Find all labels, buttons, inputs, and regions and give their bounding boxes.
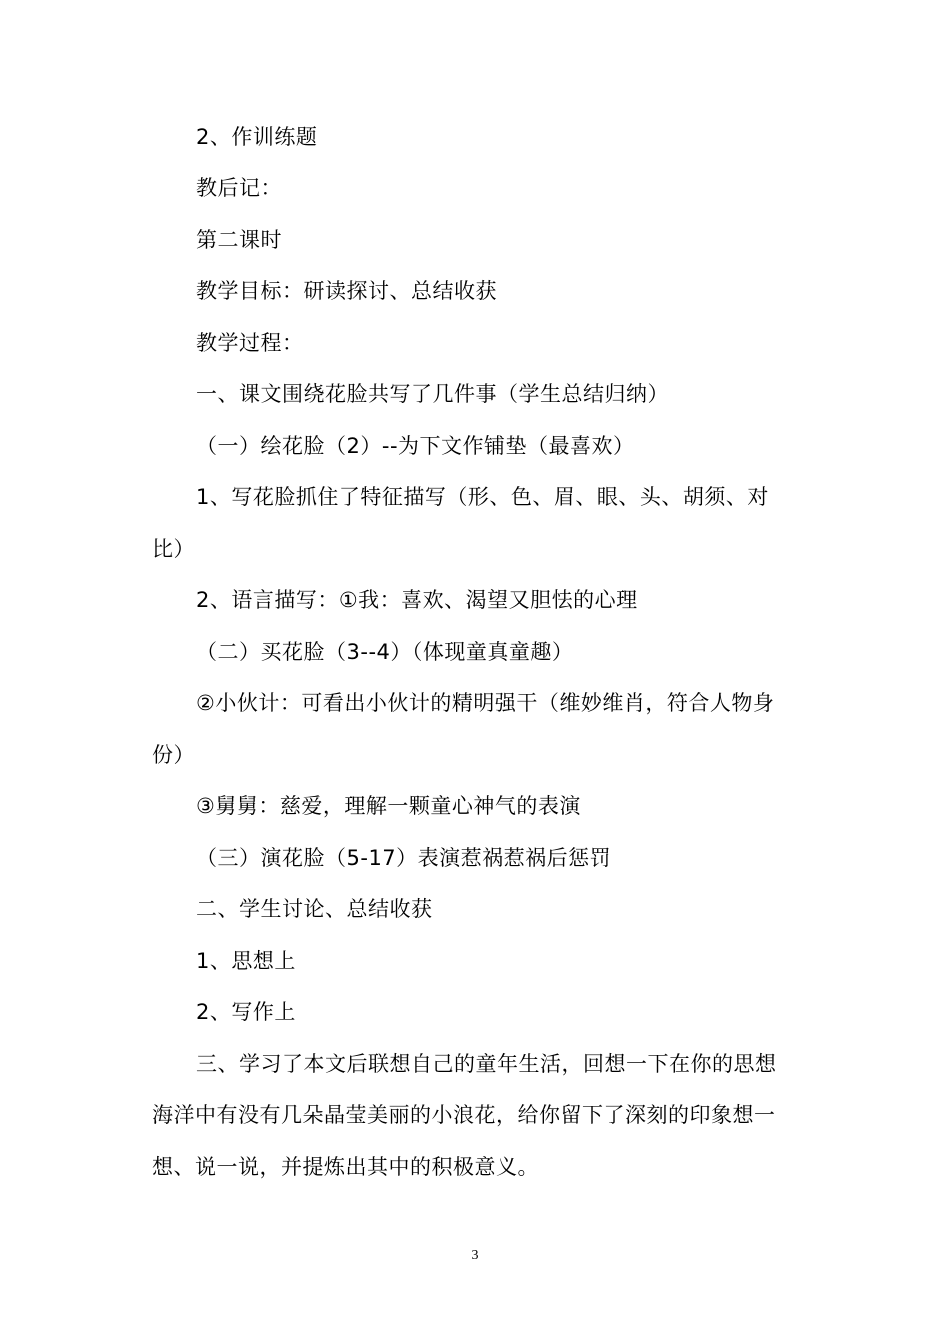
- text-line: 1、思想上: [196, 949, 296, 973]
- text-line: 一、课文围绕花脸共写了几件事（学生总结归纳）: [196, 382, 669, 406]
- page-number: 3: [471, 1248, 479, 1263]
- text-line: 教后记：: [196, 176, 282, 200]
- text-line: ②小伙计：可看出小伙计的精明强干（维妙维肖，符合人物身: [196, 691, 775, 715]
- text-line: 二、学生讨论、总结收获: [196, 897, 433, 921]
- text-line: 比）: [152, 537, 195, 561]
- text-line: 三、学习了本文后联想自己的童年生活，回想一下在你的思想: [196, 1052, 777, 1076]
- text-line: 1、写花脸抓住了特征描写（形、色、眉、眼、头、胡须、对: [196, 485, 769, 509]
- text-line: （三）演花脸（5-17）表演惹祸惹祸后惩罚: [196, 846, 612, 870]
- text-line: 海洋中有没有几朵晶莹美丽的小浪花，给你留下了深刻的印象想一: [152, 1103, 776, 1127]
- section-heading: 第二课时: [196, 228, 282, 252]
- text-line: ③舅舅：慈爱，理解一颗童心神气的表演: [196, 794, 581, 818]
- text-line: 教学目标：研读探讨、总结收获: [196, 279, 497, 303]
- text-line: 2、写作上: [196, 1000, 296, 1024]
- text-line: 份）: [152, 743, 195, 767]
- text-line: 2、作训练题: [196, 125, 318, 149]
- text-line: （一）绘花脸（2）--为下文作铺垫（最喜欢）: [196, 434, 635, 458]
- text-line: 想、说一说，并提炼出其中的积极意义。: [152, 1155, 539, 1179]
- text-line: （二）买花脸（3--4）（体现童真童趣）: [196, 640, 574, 664]
- text-line: 教学过程：: [196, 331, 304, 355]
- text-line: 2、语言描写：①我：喜欢、渴望又胆怯的心理: [196, 588, 638, 612]
